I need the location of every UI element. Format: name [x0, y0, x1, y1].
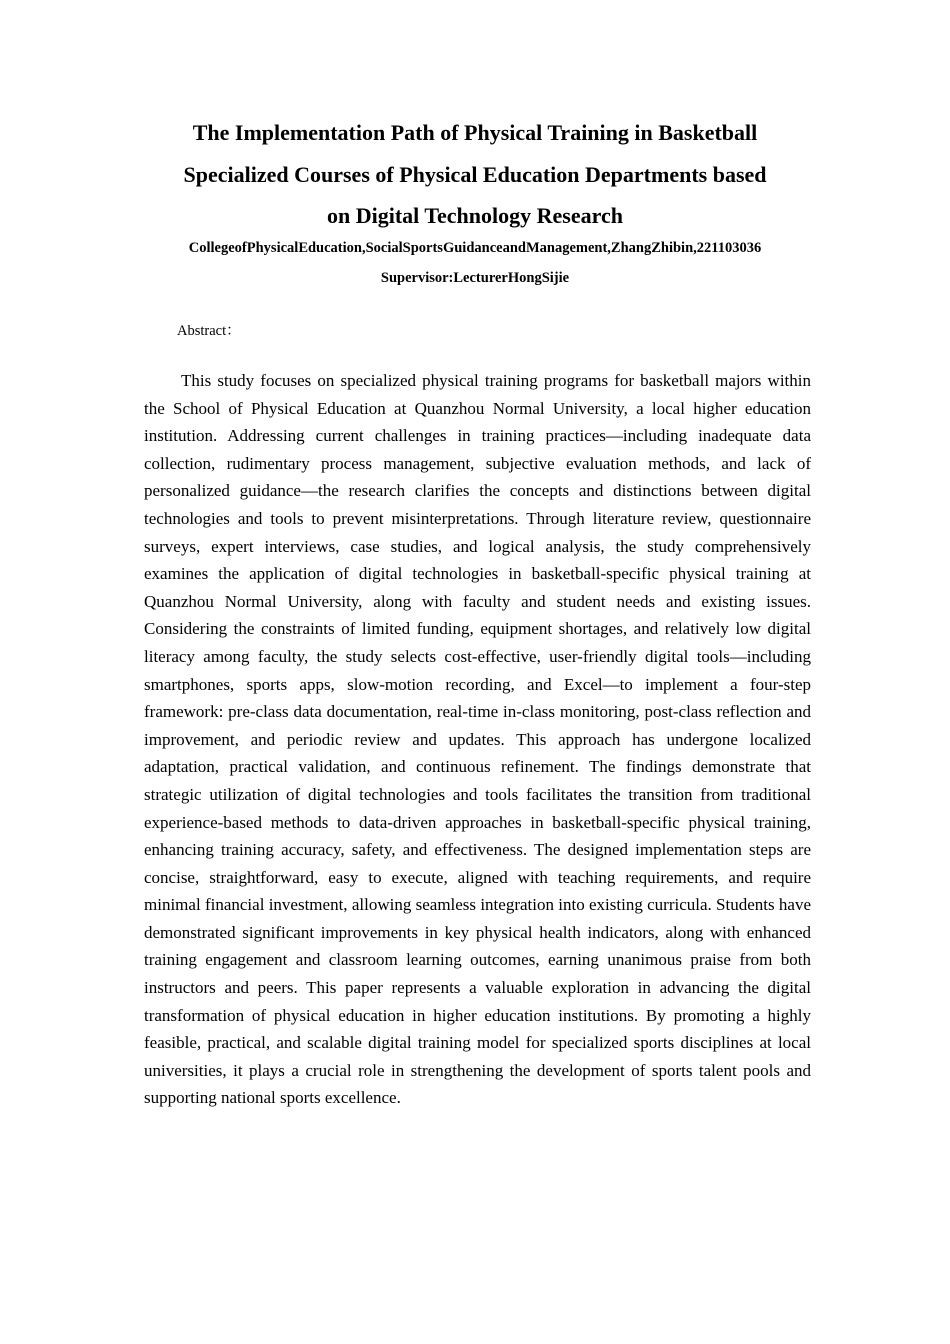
abstract-body: This study focuses on specialized physical training programs for basketball majors within the School of Physical Education at Quanzhou Normal University, a local higher education institution. Addressing current challenges in training practices—including inadequate data collection, rudimentary process management, subjective evaluation methods, and lack of personalized guidance—the research clarifies the concepts and distinctions between digital technologies and tools to prevent misinterpretations. Through literature review, questionnaire surveys, expert interviews, case studies, and logical analysis, the study comprehensively examines the application of digital technologies in basketball-specific physical training at Quanzhou Normal University, along with faculty and student needs and existing issues. Considering the constraints of limited funding, equipment shortages, and relatively low digital literacy among faculty, the study selects cost-effective, user-friendly digital tools—including smartphones, sports apps, slow-motion recording, and Excel—to implement a four-step framework: pre-class data documentation, real-time in-class monitoring, post-class reflection and improvement, and periodic review and updates. This approach has undergone localized adaptation, practical validation, and continuous refinement. The findings demonstrate that strategic utilization of digital technologies and tools facilitates the transition from traditional experience-based methods to data-driven approaches in basketball-specific physical training, enhancing training accuracy, safety, and effectiveness. The designed implementation steps are concise, straightforward, easy to execute, aligned with teaching requirements, and require minimal financial investment, allowing seamless integration into existing curricula. Students have demonstrated significant improvements in key physical health indicators, along with enhanced training engagement and classroom learning outcomes, earning unanimous praise from both instructors and peers. This paper represents a valuable exploration in advancing the digital transformation of physical education in higher education institutions. By promoting a highly feasible, practical, and scalable digital training model for specialized sports disciplines at local universities, it plays a crucial role in strengthening the development of sports talent pools and supporting national sports excellence.	[144, 371, 811, 1108]
paper-title	[130, 112, 820, 237]
abstract-label: Abstract：	[177, 323, 241, 339]
title-line-1: The Implementation Path of Physical Training in Basketball	[192, 120, 758, 145]
title-line-3: on Digital Technology Research	[326, 203, 623, 228]
title-line-2: Specialized Courses of Physical Education Departments based	[183, 161, 767, 187]
author-affiliation: CollegeofPhysicalEducation,SocialSportsGuidanceandManagement,ZhangZhibin,221103036	[188, 240, 762, 256]
supervisor-line: Supervisor:LecturerHongSijie	[380, 270, 570, 286]
